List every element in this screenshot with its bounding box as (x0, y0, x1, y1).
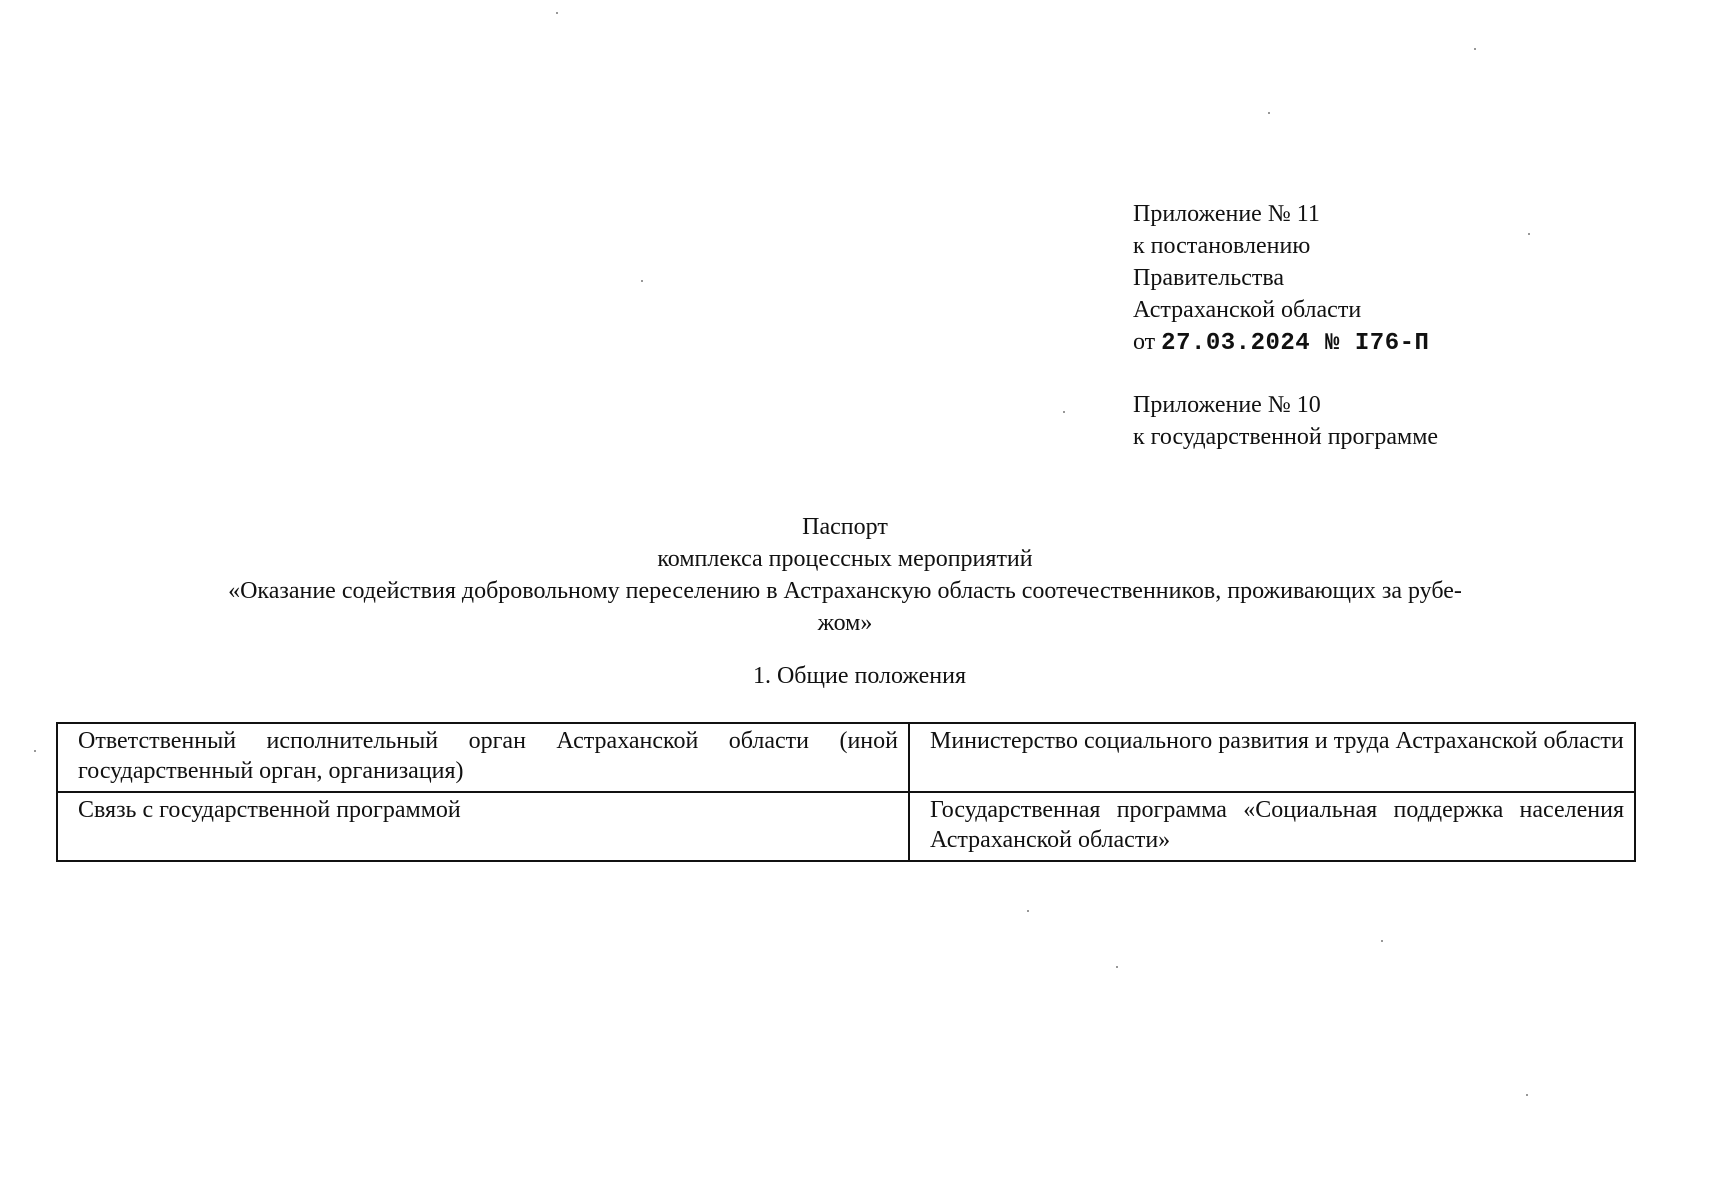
scan-speck (1528, 233, 1530, 235)
title-line-3: «Оказание содействия добровольному переселению в Астраханскую область соотечественников, проживающих за рубе- (228, 578, 1462, 604)
appendix-11-title: Приложение № 11 (1133, 201, 1320, 227)
section-heading: 1. Общие положения (752, 663, 967, 689)
title-line-4: жом» (817, 610, 873, 636)
table-row (57, 723, 1635, 792)
appendix-10-line2: к государственной программе (1133, 424, 1439, 450)
scan-speck (1526, 1094, 1528, 1096)
table-cell-value: Министерство социального развития и труда Астраханской области (909, 723, 1635, 792)
scan-speck (556, 12, 558, 14)
table-cell-label: Связь с государственной программой (57, 792, 909, 861)
scan-speck (641, 280, 643, 282)
scan-speck (1381, 940, 1383, 942)
passport-title (110, 511, 1580, 639)
title-line-2: комплекса процессных мероприятий (657, 546, 1033, 572)
table-cell-value: Государственная программа «Социальная поддержка населения Астраханской области» (909, 792, 1635, 861)
date-prefix: от (1133, 329, 1156, 355)
appendix-10-title: Приложение № 10 (1133, 392, 1321, 418)
title-line-1: Паспорт (802, 514, 888, 540)
table-cell-label: Ответственный исполнительный орган Астраханской области (иной государственный орган, организация) (57, 723, 909, 792)
appendix-11-block (1133, 198, 1429, 360)
appendix-11-line3: Правительства (1133, 265, 1285, 291)
scan-speck (1474, 48, 1476, 50)
appendix-11-date-line (1133, 326, 1429, 360)
scan-speck (1268, 112, 1270, 114)
table-row (57, 792, 1635, 861)
scan-speck (1116, 966, 1118, 968)
general-info-table (56, 722, 1636, 862)
scan-speck (34, 750, 36, 752)
appendix-11-line4: Астраханской области (1133, 297, 1362, 323)
decree-date-number: 27.03.2024 № I76-П (1161, 330, 1430, 357)
appendix-10-block (1133, 389, 1438, 453)
scan-speck (1027, 910, 1029, 912)
scan-speck (1063, 411, 1065, 413)
appendix-11-line2: к постановлению (1133, 233, 1311, 259)
